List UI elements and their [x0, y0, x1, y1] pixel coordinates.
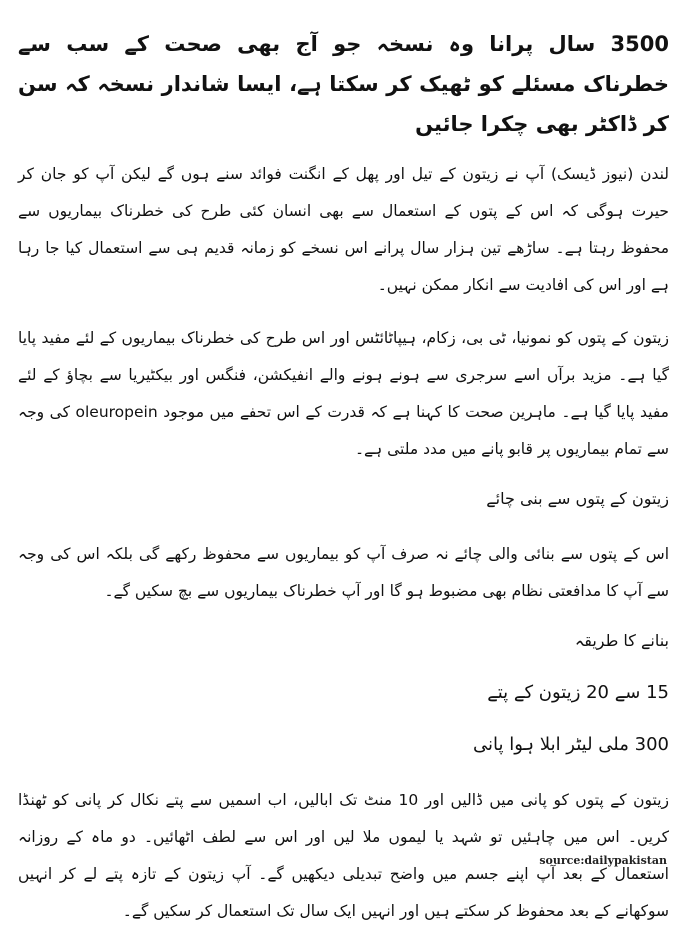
method-label: بنانے کا طریقہ: [574, 631, 669, 650]
article-title: 3500 سال پرانا وہ نسخہ جو آج بھی صحت کے سب سے خطرناک مسئلے کو ٹھیک کر سکتا ہے، ایسا شاندار نسخہ کہ سن کر ڈاکٹر بھی چکرا جائیں: [18, 32, 669, 136]
ingredient-leaves: 15 سے 20 زیتون کے پتے: [487, 682, 669, 703]
ingredient-water: 300 ملی لیٹر ابلا ہوا پانی: [473, 734, 669, 755]
article-paragraph-2: زیتون کے پتوں کو نمونیا، ٹی بی، زکام، ہیپاٹائٹس اور اس طرح کی خطرناک بیماریوں کے لئے مفید پایا گیا ہے۔ مزید برآں اسے سرجری سے ہونے ہونے والے انفیکشن، فنگس اور بیکٹیریا سے بچاؤ کے لئے مفید پایا گیا ہے۔ ماہرین صحت کا کہنا ہے کہ قدرت کے اس تحفے میں موجود oleuropein کی وجہ سے تمام بیماریوں پر قابو پانے میں مدد ملتی ہے۔: [18, 329, 669, 458]
article-paragraph-4: زیتون کے پتوں کو پانی میں ڈالیں اور 10 منٹ تک ابالیں، اب اسمیں سے پتے نکال کر پانی کو ٹھنڈا کریں۔ اس میں چاہئیں تو شہد یا لیموں ملا لیں اور اس سے لطف اٹھائیں۔ دو ماہ کے روزانہ استعمال کے بعد آپ اپنے جسم میں واضح تبدیلی دیکھیں گے۔ آپ زیتون کے تازہ پتے لے کر انہیں سوکھانے کے بعد محفوظ کر سکتے ہیں اور انہیں ایک سال تک استعمال کر سکیں گے۔: [18, 791, 669, 920]
section-heading: زیتون کے پتوں سے بنی چائے: [486, 489, 669, 508]
article-paragraph-3: اس کے پتوں سے بنائی والی چائے نہ صرف آپ کو بیماریوں سے محفوظ رکھے گی بلکہ اس کی وجہ سے آپ کا مدافعتی نظام بھی مضبوط ہو گا اور آپ خطرناک بیماریوں سے بچ سکیں گے۔: [18, 545, 669, 600]
source-credit: source:dailypakistan: [539, 854, 667, 867]
article-paragraph-1: لندن (نیوز ڈیسک) آپ نے زیتون کے تیل اور پھل کے انگنت فوائد سنے ہوں گے لیکن آپ کو جان کر حیرت ہوگی کہ اس کے پتوں کے استعمال سے بھی انسان کئی طرح کی خطرناک بیماریوں سے محفوظ رہتا ہے۔ ساڑھے تین ہزار سال پرانے اس نسخے کو زمانہ قدیم ہی سے استعمال کیا جا رہا ہے اور اس کی افادیت سے انکار ممکن نہیں۔: [18, 165, 669, 294]
